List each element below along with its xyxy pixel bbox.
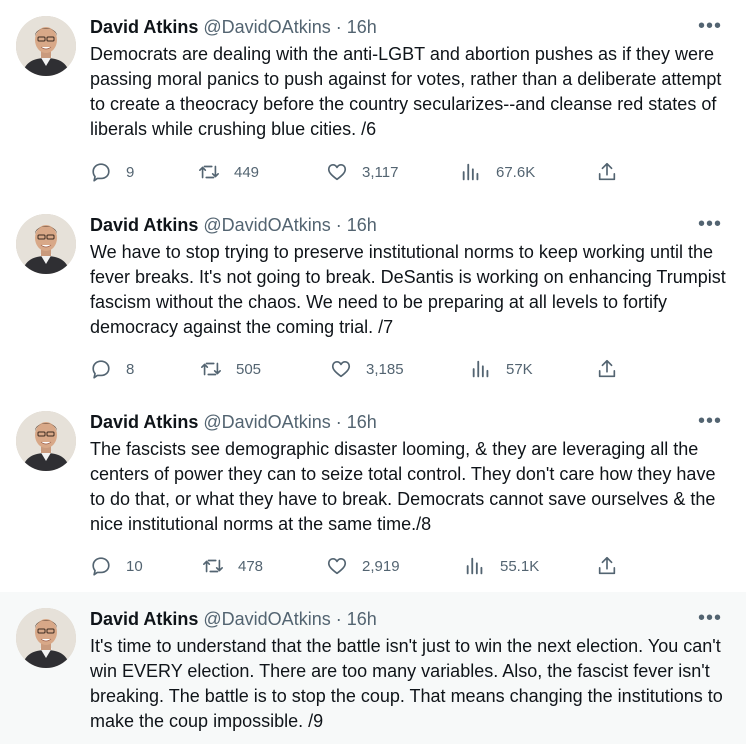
- reply-count: 9: [126, 163, 135, 181]
- retweet-button[interactable]: [198, 160, 259, 184]
- tweet-text: We have to stop trying to preserve institutional norms to keep working until the fever breaks. It's not going to break. DeSantis is working on enhancing Trumpist fascism without the chaos. We need to be preparing at all levels to fortify democracy against the coming trial. /7: [90, 242, 726, 337]
- tweet-actions: [90, 357, 630, 381]
- author-name[interactable]: David Atkins: [90, 215, 199, 235]
- heart-icon: [326, 161, 348, 183]
- author-handle[interactable]: @DavidOAtkins: [203, 412, 331, 432]
- like-button[interactable]: [330, 357, 404, 381]
- reply-icon: [90, 358, 112, 380]
- tweet-header: [90, 213, 377, 237]
- tweet-actions: [90, 554, 630, 578]
- more-options-icon[interactable]: •••: [697, 213, 722, 235]
- retweet-button[interactable]: [200, 357, 261, 381]
- retweet-count: 505: [236, 360, 262, 378]
- tweet-text: It's time to understand that the battle isn't just to win the next election. You can't win EVERY election. There are too many variables. Also, the fascist fever isn't breaking. The battle is to stop the coup. That means changing the institutions to make the coup impossible. /9: [90, 636, 723, 731]
- share-button[interactable]: [596, 160, 618, 184]
- tweet-header: [90, 410, 377, 434]
- retweet-icon: [202, 555, 224, 577]
- tweet-header: [90, 15, 377, 39]
- separator-dot: ·: [335, 609, 342, 629]
- reply-button[interactable]: [90, 357, 134, 381]
- view-count: 67.6K: [496, 163, 536, 181]
- view-count: 57K: [506, 360, 533, 378]
- reply-button[interactable]: [90, 554, 143, 578]
- author-handle[interactable]: @DavidOAtkins: [203, 17, 331, 37]
- separator-dot: ·: [335, 17, 342, 37]
- share-icon: [596, 358, 618, 380]
- timestamp[interactable]: 16h: [346, 215, 377, 235]
- avatar[interactable]: [16, 608, 76, 668]
- author-handle[interactable]: @DavidOAtkins: [203, 215, 331, 235]
- reply-icon: [90, 161, 112, 183]
- tweet[interactable]: [0, 0, 746, 198]
- share-button[interactable]: [596, 357, 618, 381]
- retweet-count: 449: [234, 163, 260, 181]
- reply-count: 10: [126, 557, 143, 575]
- separator-dot: ·: [335, 412, 342, 432]
- view-count: 55.1K: [500, 557, 540, 575]
- views-chart-icon: [464, 555, 486, 577]
- share-icon: [596, 555, 618, 577]
- author-name[interactable]: David Atkins: [90, 17, 199, 37]
- more-options-icon[interactable]: •••: [697, 607, 722, 629]
- retweet-icon: [198, 161, 220, 183]
- retweet-count: 478: [238, 557, 264, 575]
- author-name[interactable]: David Atkins: [90, 412, 199, 432]
- like-button[interactable]: [326, 554, 400, 578]
- heart-icon: [326, 555, 348, 577]
- tweet[interactable]: [0, 592, 746, 744]
- timestamp[interactable]: 16h: [346, 609, 377, 629]
- views-chart-icon: [470, 358, 492, 380]
- views-button[interactable]: [464, 554, 539, 578]
- heart-icon: [330, 358, 352, 380]
- author-handle[interactable]: @DavidOAtkins: [203, 609, 331, 629]
- share-button[interactable]: [596, 554, 618, 578]
- separator-dot: ·: [335, 215, 342, 235]
- views-chart-icon: [460, 161, 482, 183]
- tweet-text: The fascists see demographic disaster looming, & they are leveraging all the centers of power they can to seize total control. They don't care how they have to do that, or what they have to break. Democrats cannot save ourselves & the nice institutional norms at the same time./8: [90, 439, 716, 534]
- avatar[interactable]: [16, 16, 76, 76]
- more-options-icon[interactable]: •••: [697, 15, 722, 37]
- tweet-actions: [90, 160, 630, 184]
- like-count: 3,185: [366, 360, 404, 378]
- like-button[interactable]: [326, 160, 398, 184]
- like-count: 2,919: [362, 557, 400, 575]
- tweet-header: [90, 607, 377, 631]
- more-options-icon[interactable]: •••: [697, 410, 722, 432]
- author-name[interactable]: David Atkins: [90, 609, 199, 629]
- retweet-icon: [200, 358, 222, 380]
- avatar[interactable]: [16, 411, 76, 471]
- share-icon: [596, 161, 618, 183]
- tweet-text: Democrats are dealing with the anti-LGBT and abortion pushes as if they were passing moral panics to push against for votes, rather than a deliberate attempt to create a theocracy before the country secularizes--and cleanse red states of liberals while crushing blue cities. /6: [90, 44, 722, 139]
- tweet[interactable]: [0, 198, 746, 395]
- avatar[interactable]: [16, 214, 76, 274]
- timestamp[interactable]: 16h: [346, 17, 377, 37]
- views-button[interactable]: [460, 160, 535, 184]
- timestamp[interactable]: 16h: [346, 412, 377, 432]
- retweet-button[interactable]: [202, 554, 263, 578]
- like-count: 3,117: [362, 163, 399, 181]
- reply-count: 8: [126, 360, 135, 378]
- reply-icon: [90, 555, 112, 577]
- views-button[interactable]: [470, 357, 533, 381]
- reply-button[interactable]: [90, 160, 134, 184]
- tweet[interactable]: [0, 395, 746, 592]
